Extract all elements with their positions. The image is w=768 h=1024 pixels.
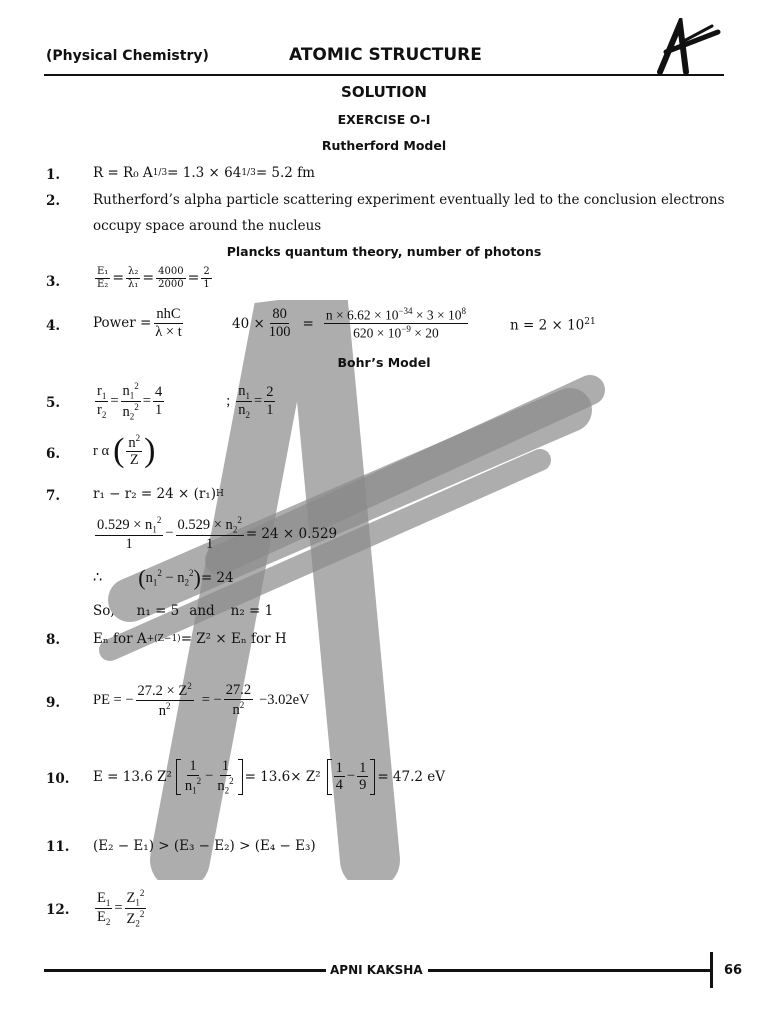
brand-logo-icon [652, 18, 724, 76]
answer-7-line-1: r₁ − r₂ = 24 × (r₁) H [93, 486, 224, 502]
answer-4-equation: 40 × $\frac{80}{100}$ = $\frac{n \times 6.62 \times 10^{-34} \times 3 \times 10^8}{620 \times 10^{-9} \times 20}$ [232, 306, 467, 341]
item-number: 11. [46, 839, 70, 855]
item-number: 8. [46, 632, 61, 648]
item-number: 4. [46, 318, 61, 334]
item-number: 6. [46, 446, 61, 462]
answer-9: PE = − $\frac{27.2 \times Z^2}{n^2}$ = − $\frac{27.2}{n^2}$ −3.02eV [93, 681, 310, 719]
answer-7-line-3: ∴ ( $n_1^2 - n_2^2$ ) = 24 [93, 565, 234, 590]
item-number: 9. [46, 695, 61, 711]
item-number: 1. [46, 167, 61, 183]
answer-12: $\frac{E_1}{E_2}$ = $\frac{Z_1^2}{Z_2^2}$ [97, 888, 145, 929]
topic-rutherford: Rutherford Model [321, 138, 447, 153]
footer-rule-right [428, 969, 710, 972]
answer-1: R = R₀ A 1/3 = 1.3 × 64 1/3 = 5.2 fm [93, 165, 315, 181]
item-number: 7. [46, 488, 61, 504]
item-number: 3. [46, 274, 61, 290]
footer-brand: APNI KAKSHA [330, 963, 423, 977]
topic-planck: Plancks quantum theory, number of photons [226, 244, 542, 259]
page-title: ATOMIC STRUCTURE [289, 45, 482, 65]
answer-7-line-2: $\frac{0.529 \times n_1^2}{1}$ − $\frac{0.529 \times n_2^2}{1}$ = 24 × 0.529 [97, 515, 338, 553]
answer-4-result: $n = 2 \times 10^{21}$ [510, 317, 596, 334]
answer-6: r α ( $\frac{n^2}{Z}$ ) [93, 432, 156, 469]
exercise-heading: EXERCISE O-I [337, 112, 431, 127]
topic-bohr: Bohr’s Model [337, 355, 431, 370]
subject-label: (Physical Chemistry) [46, 48, 209, 64]
answer-4-power: Power = $\frac{\text{nhC}}{\lambda \times t}$ [93, 306, 182, 340]
item-number: 12. [46, 902, 70, 918]
solution-heading: SOLUTION [341, 83, 427, 101]
footer-rule-left [44, 969, 326, 972]
item-number: 10. [46, 771, 70, 787]
answer-2-line-1: Rutherford’s alpha particle scattering experiment eventually led to the conclusion electrons [93, 192, 725, 208]
answer-11: (E₂ − E₁) > (E₃ − E₂) > (E₄ − E₃) [93, 838, 316, 854]
item-number: 2. [46, 193, 61, 209]
answer-3: $\frac{\text{E₁}}{\text{E₂}}$ = $\frac{\text{λ₂}}{\text{λ₁}}$ = $\frac{4000}{2000}$ = $\frac{2}{1}$ [97, 266, 210, 290]
answer-2-line-2: occupy space around the nucleus [93, 218, 322, 234]
header-rule [44, 74, 724, 76]
page-number: 66 [724, 963, 743, 978]
answer-10: E = 13.6 Z² $\frac{1}{n_1^2}$ − $\frac{1}{n_2^2}$ = 13.6× Z² $\frac{1}{4}$ − $\frac{1}{9}$ = 47.2 eV [93, 758, 446, 796]
answer-8: Eₙ for A +(Z−1) = Z² × Eₙ for H [93, 631, 287, 647]
answer-7-line-4: So, n₁ = 5 and n₂ = 1 [93, 603, 274, 619]
item-number: 5. [46, 395, 61, 411]
footer-divider [710, 952, 713, 988]
answer-5: $\frac{r_1}{r_2}$ = $\frac{n_1^2}{n_2^2}$ = $\frac{4}{1}$ ; $\frac{n_1}{n_2}$ = $\frac{2}{1}$ [97, 381, 274, 422]
